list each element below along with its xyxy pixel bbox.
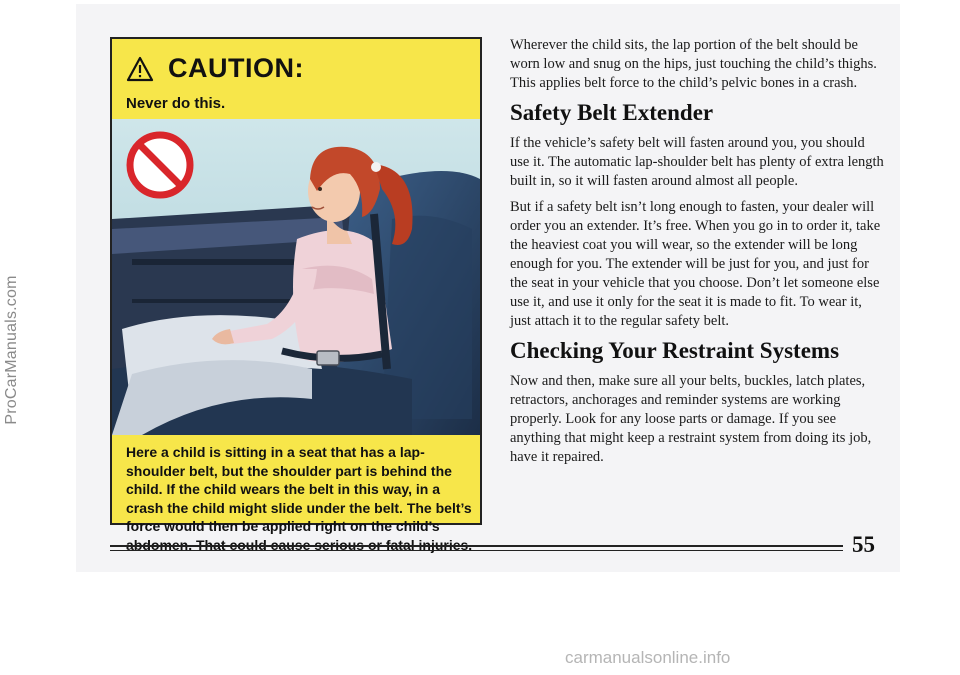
paragraph: But if a safety belt isn’t long enough to fasten, your dealer will order you an extender. It’s free. When you go in to order it, take the heaviest coat you will wear, so the extender will be long enough for you. The extender will be just for you, and just for the seat in your vehicle that you choose. Don’t let someone else use it, and use it only for the seat it is made to fit. To wear it, just attach it to the regular safety belt.	[510, 199, 881, 329]
warning-triangle-icon	[126, 56, 154, 82]
caution-box	[110, 37, 482, 553]
footer-watermark: carmanualsonline.info	[565, 648, 731, 667]
caution-header	[126, 53, 304, 84]
child-seat-illustration-drawing	[112, 119, 480, 435]
right-column	[510, 36, 885, 474]
paragraph: Now and then, make sure all your belts, buckles, latch plates, retractors, anchorages and reminder systems are working properly. Look for any loose parts or damage. If you see anything that might keep a restraint system from doing its job, have it repaired.	[510, 373, 872, 465]
paragraph: If the vehicle’s safety belt will fasten around you, you should use it. The automatic lap-shoulder belt has plenty of extra length built in, so it will fasten around almost all people.	[510, 135, 884, 189]
caution-title: CAUTION:	[168, 53, 304, 83]
footer-rule-thin	[110, 550, 843, 551]
side-watermark: ProCarManuals.com	[3, 275, 20, 425]
caution-body-text: Here a child is sitting in a seat that has a lap-shoulder belt, but the shoulder part is behind the child. If the child wears the belt in this way, in a crash the child might slide under the belt. The belt’s force would then be applied right on the child’s abdomen. That could cause serious or fatal injuries.	[126, 444, 473, 553]
heading-checking-restraint-systems: Checking Your Restraint Systems	[510, 338, 840, 363]
intro-paragraph: Wherever the child sits, the lap portion of the belt should be worn low and snug on the hips, just touching the child’s thighs. This applies belt force to the child’s pelvic bones in a crash.	[510, 37, 877, 91]
prohibition-icon	[130, 135, 190, 195]
child-seat-illustration	[112, 119, 480, 435]
heading-safety-belt-extender: Safety Belt Extender	[510, 100, 714, 125]
page-number: 55	[852, 532, 875, 557]
caution-subtitle: Never do this.	[126, 95, 226, 112]
footer-rule	[110, 545, 843, 547]
